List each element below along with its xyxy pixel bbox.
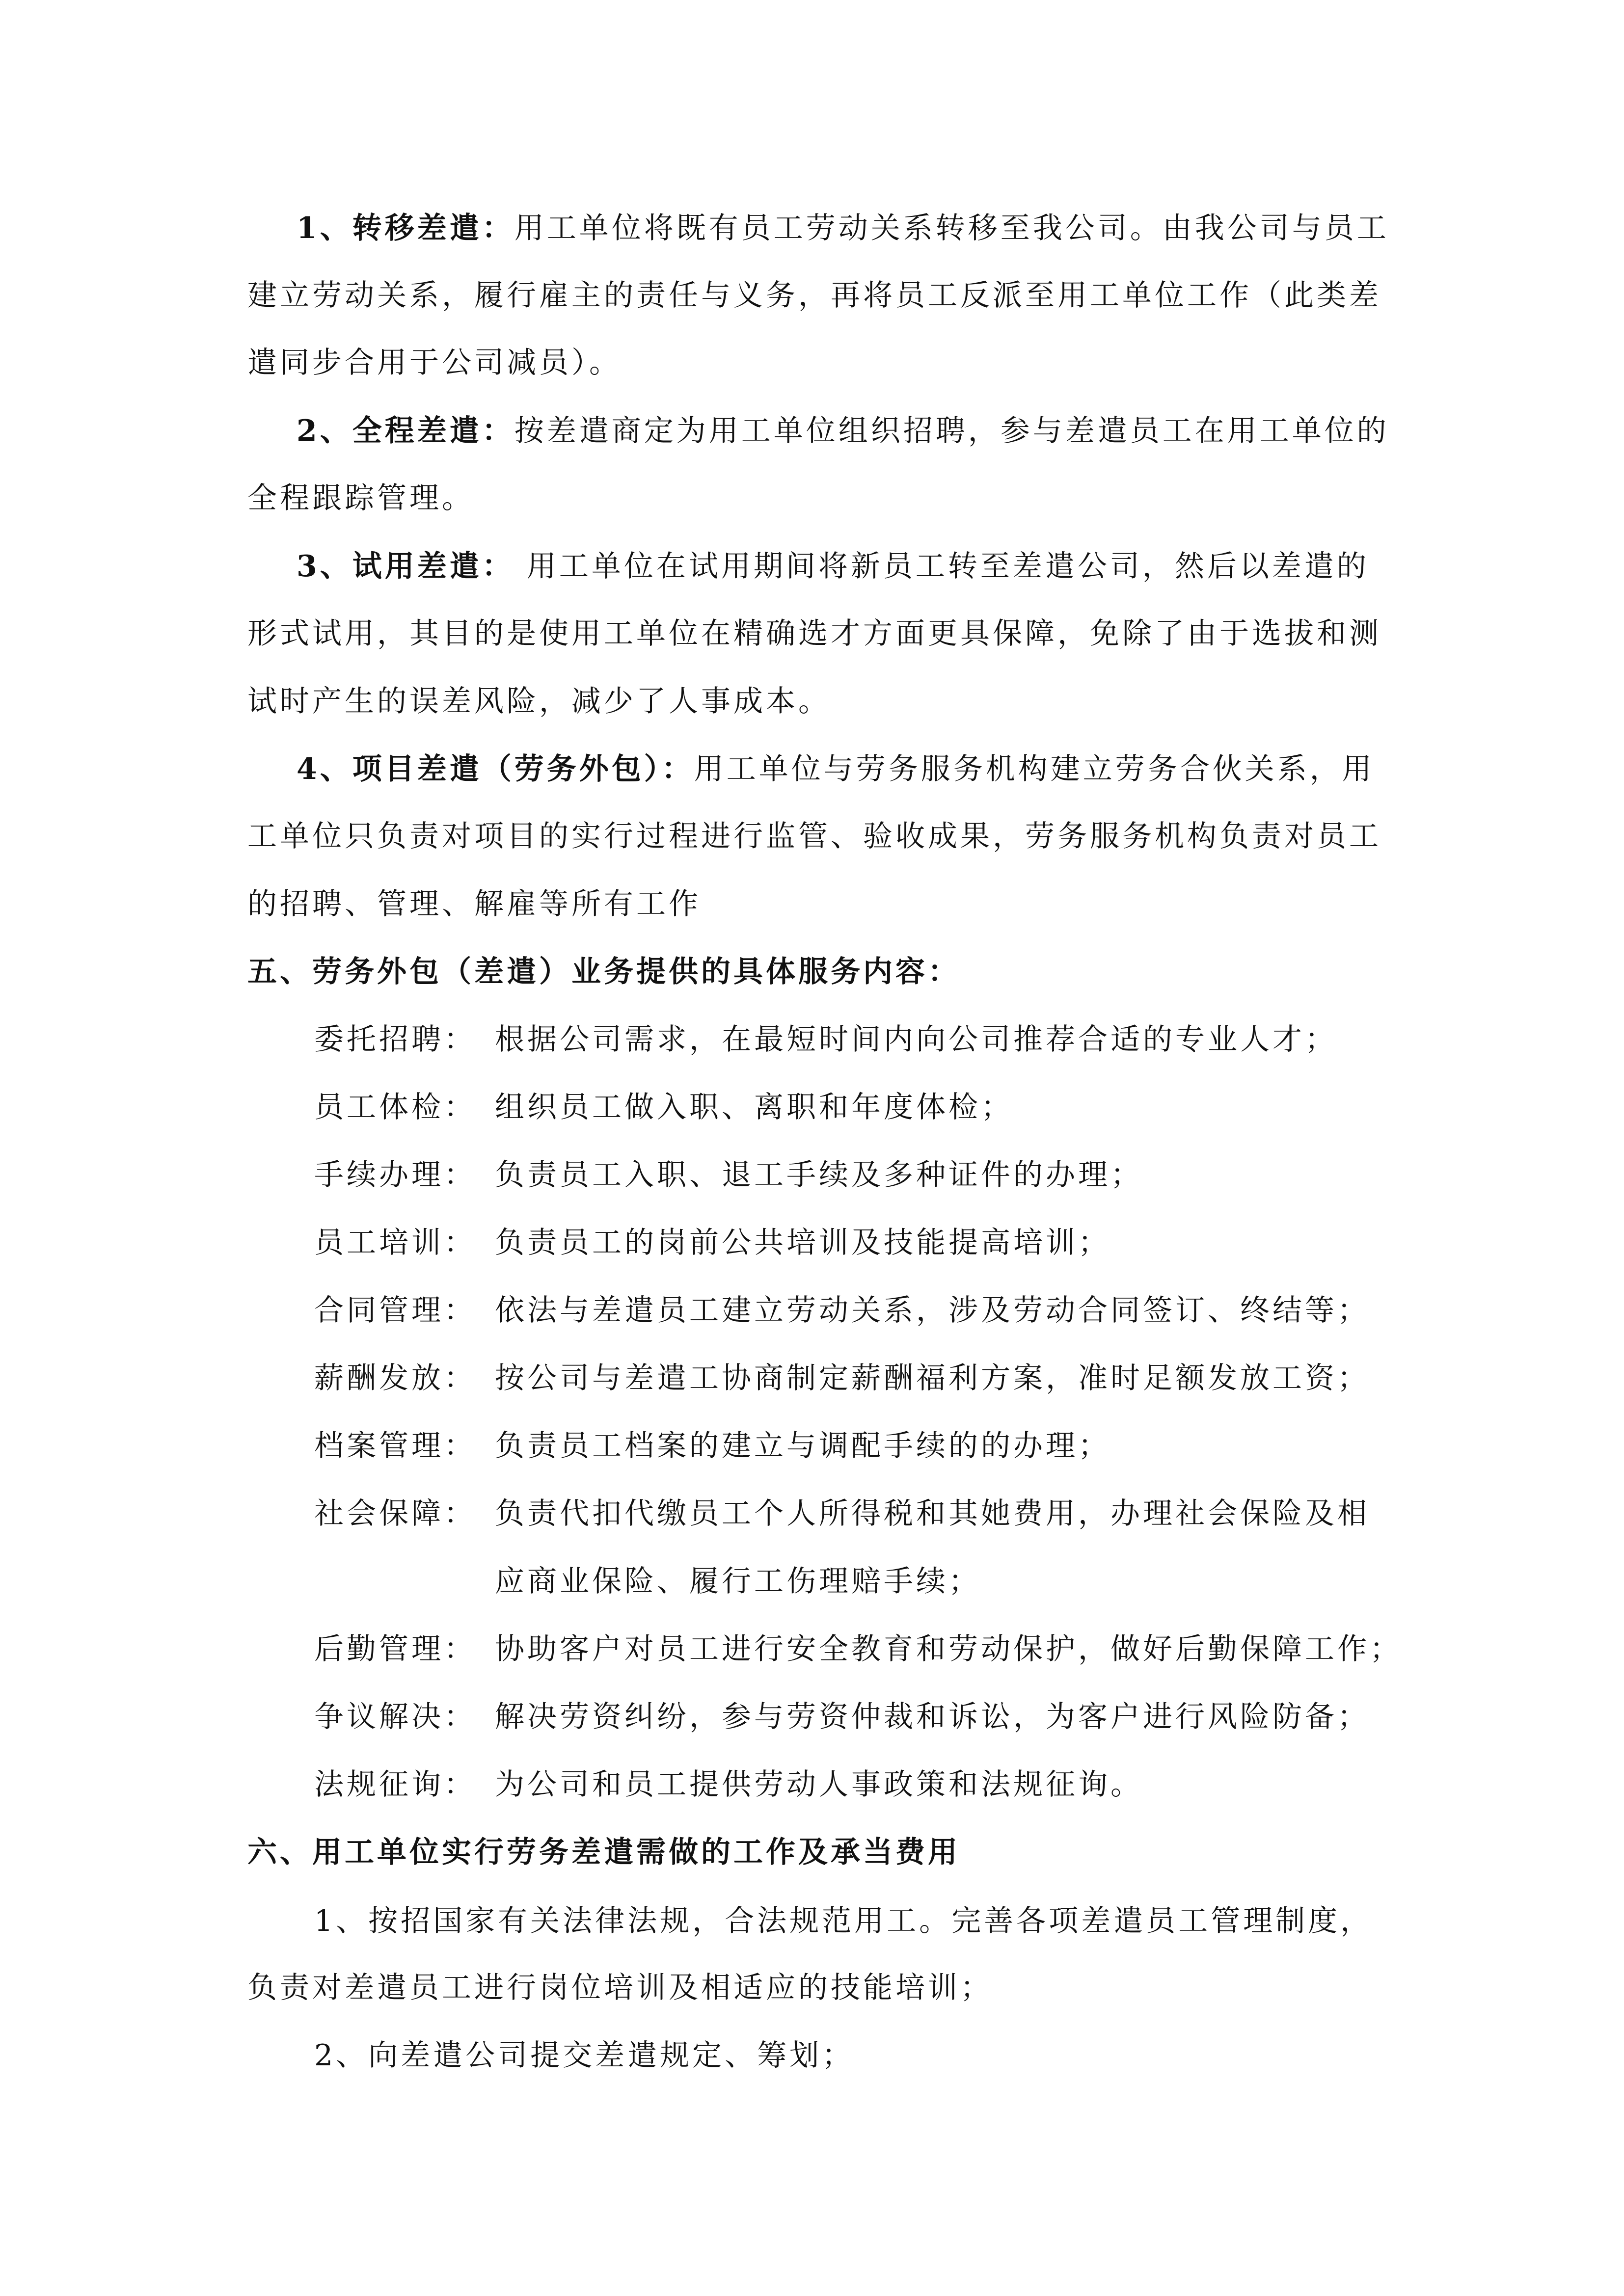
dispatch-item-heading: 2、全程差遣： [297,414,514,448]
service-label: 争议解决： [314,1700,476,1734]
service-label: 社会保障： [314,1496,476,1531]
service-label: 法规征询： [314,1767,476,1802]
service-label: 档案管理： [314,1429,476,1463]
service-label: 员工培训： [314,1226,476,1260]
service-text: 负责员工的岗前公共培训及技能提高培训； [495,1226,1110,1260]
dispatch-item-4-line-3: 的招聘、管理、解雇等所有工作 [247,887,701,921]
dispatch-item-1-line-3: 遣同步合用于公司减员）。 [247,346,622,380]
dispatch-item-text: 用工单位与劳务服务机构建立劳务合伙关系，用 [694,752,1375,786]
service-text-continued: 应商业保险、履行工伤理赔手续； [495,1564,981,1599]
dispatch-item-text: 用工单位在试用期间将新员工转至差遣公司，然后以差遣的 [514,549,1369,584]
dispatch-item-3-line-2: 形式试用，其目的是使用工单位在精确选才方面更具保障，免除了由于选拔和测 [247,616,1381,651]
dispatch-item-1-line-2: 建立劳动关系，履行雇主的责任与义务，再将员工反派至用工单位工作（此类差 [247,278,1381,313]
service-label: 合同管理： [314,1293,476,1328]
service-text: 协助客户对员工进行安全教育和劳动保护，做好后勤保障工作； [495,1632,1402,1666]
dispatch-item-3-line-1 [297,547,1369,586]
service-label: 后勤管理： [314,1632,476,1666]
dispatch-item-text: 用工单位将既有员工劳动关系转移至我公司。由我公司与员工 [514,211,1389,245]
service-text: 解决劳资纠纷，参与劳资仲裁和诉讼，为客户进行风险防备； [495,1700,1370,1734]
service-text: 负责代扣代缴员工个人所得税和其她费用，办理社会保险及相 [495,1496,1370,1531]
dispatch-item-1-line-1 [297,209,1389,248]
employer-duty-1-line-1: 1、按招国家有关法律法规，合法规范用工。完善各项差遣员工管理制度， [314,1904,1373,1938]
service-text: 为公司和员工提供劳动人事政策和法规征询。 [495,1767,1143,1802]
dispatch-item-4-line-1 [297,749,1375,789]
service-text: 组织员工做入职、离职和年度体检； [495,1090,1013,1124]
service-label: 委托招聘： [314,1022,476,1057]
dispatch-item-2-line-2: 全程跟踪管理。 [247,481,474,515]
section-6-heading: 六、用工单位实行劳务差遣需做的工作及承当费用 [247,1835,960,1869]
dispatch-item-heading: 3、试用差遣： [297,549,514,584]
section-5-heading: 五、劳务外包（差遣）业务提供的具体服务内容： [247,955,960,989]
dispatch-item-heading: 4、项目差遣（劳务外包）： [297,752,694,786]
dispatch-item-3-line-3: 试时产生的误差风险，减少了人事成本。 [247,684,831,719]
service-text: 负责员工入职、退工手续及多种证件的办理； [495,1158,1143,1192]
service-label: 手续办理： [314,1158,476,1192]
dispatch-item-text: 按差遣商定为用工单位组织招聘，参与差遣员工在用工单位的 [514,414,1389,448]
employer-duty-2-line-1: 2、向差遣公司提交差遣规定、筹划； [314,2038,855,2073]
employer-duty-1-line-2: 负责对差遣员工进行岗位培训及相适应的技能培训； [247,1971,993,2005]
service-text: 根据公司需求，在最短时间内向公司推荐合适的专业人才； [495,1022,1337,1057]
service-label: 员工体检： [314,1090,476,1124]
service-label: 薪酬发放： [314,1361,476,1395]
service-text: 依法与差遣员工建立劳动关系，涉及劳动合同签订、终结等； [495,1293,1370,1328]
service-text: 按公司与差遣工协商制定薪酬福利方案，准时足额发放工资； [495,1361,1370,1395]
dispatch-item-heading: 1、转移差遣： [297,211,514,245]
dispatch-item-2-line-1 [297,411,1389,451]
service-text: 负责员工档案的建立与调配手续的的办理； [495,1429,1110,1463]
dispatch-item-4-line-2: 工单位只负责对项目的实行过程进行监管、验收成果，劳务服务机构负责对员工 [247,819,1381,854]
